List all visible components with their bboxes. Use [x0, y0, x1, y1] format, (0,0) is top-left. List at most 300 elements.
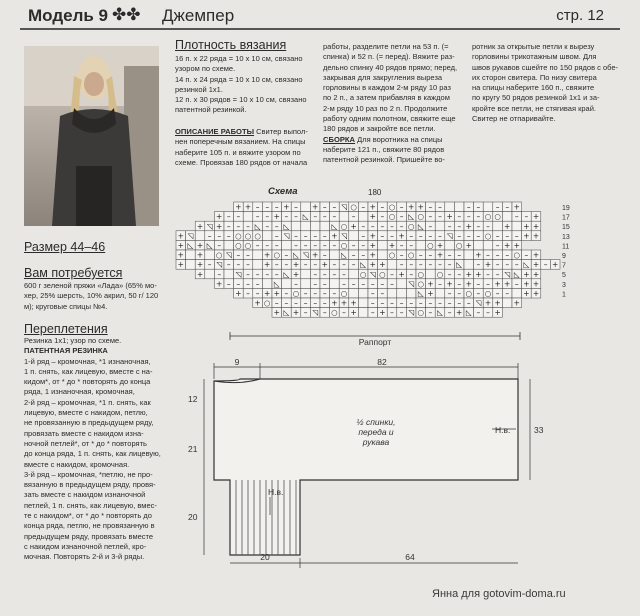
stitch-symbol: + [379, 308, 386, 318]
chart-cell [358, 298, 368, 308]
stitch-symbol: – [294, 231, 298, 241]
stitch-symbol: – [303, 289, 308, 298]
stitch-symbol: – [505, 260, 510, 270]
stitch-symbol: – [457, 289, 462, 298]
text-line: хер, 25% шерсть, 10% акрил, 50 г/ 120 [24, 291, 159, 301]
stitch-symbol: – [399, 298, 404, 308]
stitch-symbol: – [486, 221, 490, 231]
chart-cell [262, 231, 272, 241]
dim-sleeve-height: 33 [534, 425, 544, 435]
stitch-symbol: + [532, 212, 540, 222]
stitch-symbol: ○ [417, 212, 425, 222]
chart-cell [349, 269, 359, 279]
chart-cell [445, 202, 455, 212]
stitch-symbol: ○ [388, 250, 396, 260]
stitch-symbol: – [466, 298, 471, 308]
stitch-count-label: 180 [368, 188, 382, 197]
stitch-symbol: + [369, 250, 376, 260]
chart-cell [262, 279, 272, 289]
stitch-symbol: + [264, 289, 271, 298]
stitch-symbol: – [351, 279, 356, 289]
stitch-symbol: + [475, 250, 482, 260]
stitch-symbol: + [196, 269, 204, 279]
stitch-symbol: – [246, 250, 250, 260]
stitch-symbol: ◺ [408, 212, 415, 222]
text-line: резинкой 1х1. [175, 84, 223, 94]
stitch-symbol: – [438, 298, 442, 308]
stitch-symbol: ○ [484, 231, 492, 241]
stitch-symbol: – [226, 260, 231, 270]
stitch-symbol: ○ [388, 202, 396, 212]
stitch-symbol: + [523, 221, 530, 231]
stitch-symbol: – [399, 212, 404, 222]
stitch-symbol: – [236, 260, 241, 270]
stitch-symbol: – [457, 250, 462, 260]
stitch-symbol: – [428, 298, 433, 308]
stitch-symbol: ○ [359, 269, 367, 279]
garment-schematic [188, 355, 560, 570]
text-line: их сторон свитера. По низу свитера [472, 72, 597, 82]
stitch-symbol: ◹ [187, 231, 194, 241]
stitch-symbol: ○ [263, 298, 271, 308]
stitch-symbol: ○ [331, 308, 338, 318]
stitch-symbol: – [418, 250, 423, 260]
stitch-symbol: – [361, 221, 366, 231]
stitch-symbol: + [504, 241, 511, 250]
stitch-symbol: + [235, 202, 242, 212]
text-line: мочная. Повторять 2-й и 3-й ряды. [24, 552, 145, 562]
stitch-symbol: + [494, 308, 501, 318]
stitch-symbol: ○ [215, 250, 223, 260]
stitch-symbol: + [216, 221, 223, 231]
stitch-symbol: + [532, 289, 540, 298]
stitch-symbol: + [196, 221, 204, 231]
stitch-symbol: ○ [340, 289, 348, 298]
text-line: кройте все петли, не стягивая край. [472, 103, 596, 113]
model-number: Модель 9 [28, 6, 108, 25]
text-line: нен поперечным вязанием. На спицы [175, 137, 306, 147]
stitch-symbol: – [332, 241, 337, 250]
stitch-symbol: + [273, 212, 280, 222]
chart-cell [243, 212, 253, 222]
stitch-symbol: + [196, 241, 204, 250]
stitch-symbol: – [486, 279, 490, 289]
stitch-symbol: + [475, 269, 482, 279]
text-line: Свитер выпол- [254, 127, 308, 136]
stitch-symbol: – [476, 202, 481, 212]
collar-text [472, 42, 622, 124]
stitch-symbol: – [303, 308, 308, 318]
direction-label: Н.в. [495, 425, 511, 435]
stitch-symbol: – [380, 212, 385, 222]
stitch-symbol: + [484, 260, 492, 270]
assembly-heading: СБОРКА [323, 134, 356, 144]
stitch-symbol: – [361, 231, 366, 241]
text-line: 16 п. х 22 ряда = 10 х 10 см, связано [175, 54, 303, 63]
stitch-symbol: + [177, 231, 184, 241]
stitch-symbol: + [532, 221, 540, 231]
stitch-symbol: + [532, 260, 540, 270]
stitch-symbol: ○ [484, 289, 492, 298]
stitch-symbol: – [226, 212, 231, 222]
density-text [175, 54, 320, 116]
stitch-symbol: – [390, 308, 394, 318]
stitch-symbol: – [514, 212, 519, 222]
stitch-symbol: + [292, 308, 300, 318]
text-line: конца ряда, петлю, не провязанную в [24, 521, 155, 531]
stitch-symbol: – [265, 221, 270, 231]
stitch-symbol: – [447, 289, 452, 298]
chart-cell [195, 231, 205, 241]
stitch-symbol: – [495, 269, 500, 279]
stitch-symbol: + [465, 279, 472, 289]
chart-cell [349, 288, 359, 298]
stitch-symbol: – [303, 231, 308, 241]
stitch-symbol: – [361, 241, 366, 250]
stitch-symbol: – [370, 298, 375, 308]
stitch-symbol: – [390, 279, 394, 289]
stitch-symbol: + [523, 231, 530, 241]
stitch-symbol: – [505, 250, 510, 260]
stitch-symbol: ◺ [283, 269, 290, 279]
stitch-symbol: – [438, 260, 442, 270]
stitch-symbol: – [457, 221, 462, 231]
stitch-symbol: + [398, 231, 405, 241]
stitch-symbol: – [361, 202, 366, 212]
stitch-symbol: – [217, 231, 222, 241]
stitch-symbol: ○ [465, 289, 473, 298]
text-line: 2-м ряду 10 раз по 2 п. Продолжите [323, 103, 448, 113]
stitch-symbol: + [350, 308, 357, 318]
stitch-symbol: – [466, 212, 471, 222]
chart-cell [464, 250, 474, 260]
stitch-symbol: ○ [513, 250, 521, 260]
chart-cell [301, 269, 311, 279]
stitch-symbol: + [523, 279, 530, 289]
text-line: схеме. Провязав 180 рядов от начала [175, 157, 308, 167]
chart-cell [493, 221, 503, 231]
stitch-symbol: – [428, 250, 433, 260]
stitch-symbol: – [313, 212, 318, 222]
model-title: Джемпер [162, 6, 235, 25]
chart-cell [483, 202, 493, 212]
stitch-symbol: – [351, 250, 356, 260]
stitch-symbol: – [332, 202, 337, 212]
stitch-symbol: – [399, 221, 404, 231]
stitch-symbol: ◹ [408, 279, 415, 289]
stitch-symbol: ◹ [475, 298, 482, 308]
chart-cell [502, 212, 512, 222]
stitch-symbol: – [418, 260, 423, 270]
chart-cell [387, 260, 397, 270]
stitch-symbol: + [436, 241, 444, 250]
stitch-symbol: ○ [455, 241, 463, 250]
part-label: ½ спинки, [356, 417, 396, 427]
stitch-symbol: – [226, 221, 231, 231]
text-line: те с накидом*, от * до * повторять до [24, 511, 152, 521]
stitch-symbol: + [177, 260, 184, 270]
stitch-symbol: – [322, 298, 327, 308]
stitch-symbol: ○ [350, 202, 357, 212]
stitch-symbol: – [246, 221, 250, 231]
stitch-symbol: – [438, 231, 442, 241]
chart-cell [512, 288, 522, 298]
dim-sleeve-length: 64 [405, 552, 415, 562]
stitch-symbol: – [361, 279, 366, 289]
stitch-symbol: – [476, 289, 481, 298]
stitch-symbol: – [466, 202, 471, 212]
stitch-symbol: ◺ [187, 241, 194, 250]
stitch-symbol: – [370, 221, 375, 231]
woman-photo-icon [24, 46, 159, 226]
stitch-symbol: + [552, 260, 559, 270]
text-line: горловины трикотажным швом. Для [472, 52, 597, 62]
stitch-symbol: – [246, 269, 250, 279]
text-line: 180 рядов и закройте все петли. [323, 124, 436, 134]
text-line: Свитер не отпаривайте. [472, 114, 556, 124]
stitch-symbol: – [322, 308, 327, 318]
stitch-symbol: + [408, 202, 415, 212]
chart-cell [253, 250, 263, 260]
stitch-symbol: + [235, 289, 242, 298]
stitch-symbol: ◹ [369, 269, 376, 279]
materials-text [24, 281, 174, 312]
stitch-symbol: ◺ [283, 221, 290, 231]
stitch-symbol: – [313, 279, 318, 289]
text-line: вязанную в предыдущем ряду, провя- [24, 480, 156, 490]
stitch-symbol: – [495, 231, 500, 241]
stitch-symbol: – [399, 241, 404, 250]
stitch-symbol: – [370, 308, 375, 318]
stitch-symbol: – [322, 279, 327, 289]
chart-title: Схема [268, 186, 298, 197]
text-line: 1-й ряд – кромочная, *1 изнаночная, [24, 356, 151, 366]
stitch-symbol: – [274, 269, 279, 279]
stitch-symbol: – [428, 308, 433, 318]
stitch-symbol: – [428, 221, 433, 231]
text-line: швов рукавов сшейте по 150 рядов с обе- [472, 62, 619, 72]
stitch-symbol: – [495, 250, 500, 260]
stitch-symbol: – [207, 260, 212, 270]
stitch-symbol: – [351, 260, 356, 270]
stitch-symbol: + [369, 212, 376, 222]
row-number: 9 [562, 253, 566, 260]
text-line: вместе с накидом, кромочная. [24, 459, 130, 469]
stitch-symbol: ◹ [504, 269, 511, 279]
row-number: 17 [562, 214, 570, 222]
stitch-symbol: – [390, 269, 394, 279]
part-label: рукава [362, 437, 390, 447]
density-heading: Плотность вязания [175, 38, 287, 52]
stitch-symbol: ○ [340, 241, 348, 250]
chart-cell [301, 221, 311, 231]
stitch-symbol: ◹ [302, 250, 309, 260]
text-line: на спицы наберите 160 п., свяжите [472, 83, 595, 93]
direction-label: Н.в. [268, 487, 284, 497]
stitch-symbol: + [331, 231, 338, 241]
text-line: ночной петлей*, от * до * повторять [24, 438, 147, 448]
stitch-symbol: + [369, 241, 376, 250]
stitch-symbol: ◺ [465, 308, 472, 318]
stitch-symbol: – [457, 231, 462, 241]
stitch-symbol: – [495, 289, 500, 298]
stitch-symbol: – [390, 298, 394, 308]
stitch-symbol: – [380, 202, 385, 212]
stitch-symbol: – [236, 279, 241, 289]
row-number: 13 [562, 233, 570, 241]
stitch-symbol: – [265, 212, 270, 222]
stitch-symbol: – [255, 289, 260, 298]
row-number: 7 [562, 262, 566, 270]
stitch-symbol: ◹ [446, 231, 453, 241]
text-line: наберите 121 п., свяжите 80 рядов [323, 144, 445, 154]
watermark: Янна для gotovim-doma.ru [432, 588, 566, 600]
stitch-symbol: – [428, 202, 433, 212]
text-line: 600 г зеленой пряжи «Лада» (65% мо- [24, 281, 157, 290]
dim-body-height: 21 [188, 444, 198, 454]
stitch-symbol: – [428, 212, 433, 222]
chart-cell [186, 260, 196, 270]
stitch-symbol: – [313, 298, 318, 308]
stitch-symbol: + [504, 279, 511, 289]
text-line: патентной резинкой. Пришейте во- [323, 155, 445, 165]
stitch-symbol: ◺ [360, 260, 367, 270]
stitch-symbol: – [438, 212, 442, 222]
stitch-symbol: – [428, 231, 433, 241]
text-line: провязать вместе с накидом изна- [24, 428, 144, 438]
stitch-symbol: – [543, 260, 548, 270]
stitch-symbol: + [273, 289, 280, 298]
stitch-symbol: + [513, 298, 520, 308]
stitch-symbol: + [264, 250, 271, 260]
stitch-chart [170, 196, 580, 346]
stitch-symbol: – [380, 279, 385, 289]
stitch-symbol: ◹ [225, 250, 232, 260]
chart-cell [358, 308, 368, 318]
text-line: горловины в каждом 2-м ряду 10 раз [323, 83, 451, 93]
stitch-symbol: + [283, 202, 290, 212]
chart-cell [435, 288, 445, 298]
text-line: м); круговые спицы №4. [24, 301, 108, 311]
stitch-symbol: + [494, 279, 501, 289]
stitch-symbol: – [409, 298, 414, 308]
stitch-symbol: + [244, 202, 252, 212]
row-number: 15 [562, 224, 570, 232]
stitch-symbol: – [514, 231, 519, 241]
stitch-symbol: – [390, 221, 394, 231]
chart-cell [205, 250, 215, 260]
stitch-symbol: – [265, 269, 270, 279]
text-line: ряда, 1 изнаночная, кромочная, [24, 387, 135, 397]
stitch-symbol: – [447, 269, 452, 279]
stitch-symbol: + [465, 221, 472, 231]
patent-heading: ПАТЕНТНАЯ РЕЗИНКА [24, 346, 108, 356]
stitch-symbol: – [226, 279, 231, 289]
stitch-symbol: – [380, 221, 385, 231]
text-line: до конца ряда, 1 п. снять, как лицевую, [24, 449, 161, 459]
stitch-symbol: + [264, 260, 271, 270]
text-line: петлей, 1 п. снять, как лицевую, вмес- [24, 500, 157, 510]
stitch-symbol: – [255, 212, 260, 222]
chart-cell [253, 260, 263, 270]
stitch-symbol: – [217, 241, 222, 250]
stitch-symbol: – [476, 231, 481, 241]
stitch-symbol: + [292, 269, 300, 279]
stitch-symbol: – [447, 298, 452, 308]
stitch-symbol: – [447, 250, 452, 260]
text-line: дельно спинку 40 рядов прямо; перед, [323, 62, 458, 72]
stitch-symbol: – [332, 260, 337, 270]
stitch-symbol: – [370, 279, 375, 289]
stitch-symbol: – [294, 279, 298, 289]
stitch-symbol: + [532, 269, 540, 279]
stitch-symbol: – [284, 250, 289, 260]
stitch-symbol: – [274, 260, 279, 270]
stitch-symbol: + [216, 279, 223, 289]
stitch-symbol: – [514, 260, 519, 270]
stitch-symbol: – [313, 269, 318, 279]
stitch-symbol: – [313, 260, 318, 270]
text-line: узором по схеме. [175, 64, 236, 74]
stitch-symbol: – [351, 212, 356, 222]
stitch-symbol: + [427, 279, 434, 289]
stitch-symbol: – [486, 250, 490, 260]
stitch-symbol: – [361, 250, 366, 260]
stitch-symbol: ○ [407, 250, 415, 260]
stitch-symbol: – [217, 269, 222, 279]
stitch-symbol: + [465, 241, 472, 250]
stitch-symbol: – [313, 241, 318, 250]
stitch-symbol: ○ [235, 241, 242, 250]
stitch-symbol: – [274, 231, 279, 241]
size-heading: Размер 44–46 [24, 240, 106, 254]
stitch-symbol: ◺ [293, 250, 299, 260]
stitch-symbol: – [255, 269, 260, 279]
stitch-symbol: + [312, 250, 319, 260]
stitch-symbol: + [331, 298, 338, 308]
chart-cell [291, 221, 301, 231]
stitch-symbol: – [294, 241, 298, 250]
stitch-symbol: + [513, 241, 520, 250]
stitch-symbol: + [523, 289, 530, 298]
chart-cell [310, 221, 320, 231]
stitch-symbol: – [246, 289, 250, 298]
text-line: Резинка 1х1; узор по схеме. [24, 336, 122, 345]
stitch-symbol: – [284, 298, 289, 308]
stitch-symbol: – [409, 241, 414, 250]
text-line: работу одним полотном, свяжите еще [323, 114, 456, 124]
stitch-symbol: – [274, 241, 279, 250]
work-text [323, 42, 471, 166]
stitch-symbol: – [466, 231, 471, 241]
stitch-symbol: – [486, 269, 490, 279]
chart-cell [397, 288, 407, 298]
stitch-symbol: ○ [436, 269, 444, 279]
stitch-symbol: – [505, 231, 510, 241]
stitch-symbol: ○ [292, 289, 300, 298]
stitch-symbol: ◺ [283, 308, 290, 318]
weave-heading: Переплетения [24, 322, 108, 336]
stitch-symbol: ◺ [254, 221, 261, 231]
chart-cell [282, 279, 292, 289]
chart-cell [301, 279, 311, 289]
stitch-symbol: – [505, 289, 510, 298]
stitch-symbol: + [446, 279, 453, 289]
stitch-symbol: ◹ [235, 269, 242, 279]
text-line: наберите 105 п. и вяжите узором по [175, 147, 301, 157]
chart-cell [186, 250, 196, 260]
stitch-symbol: – [495, 241, 500, 250]
